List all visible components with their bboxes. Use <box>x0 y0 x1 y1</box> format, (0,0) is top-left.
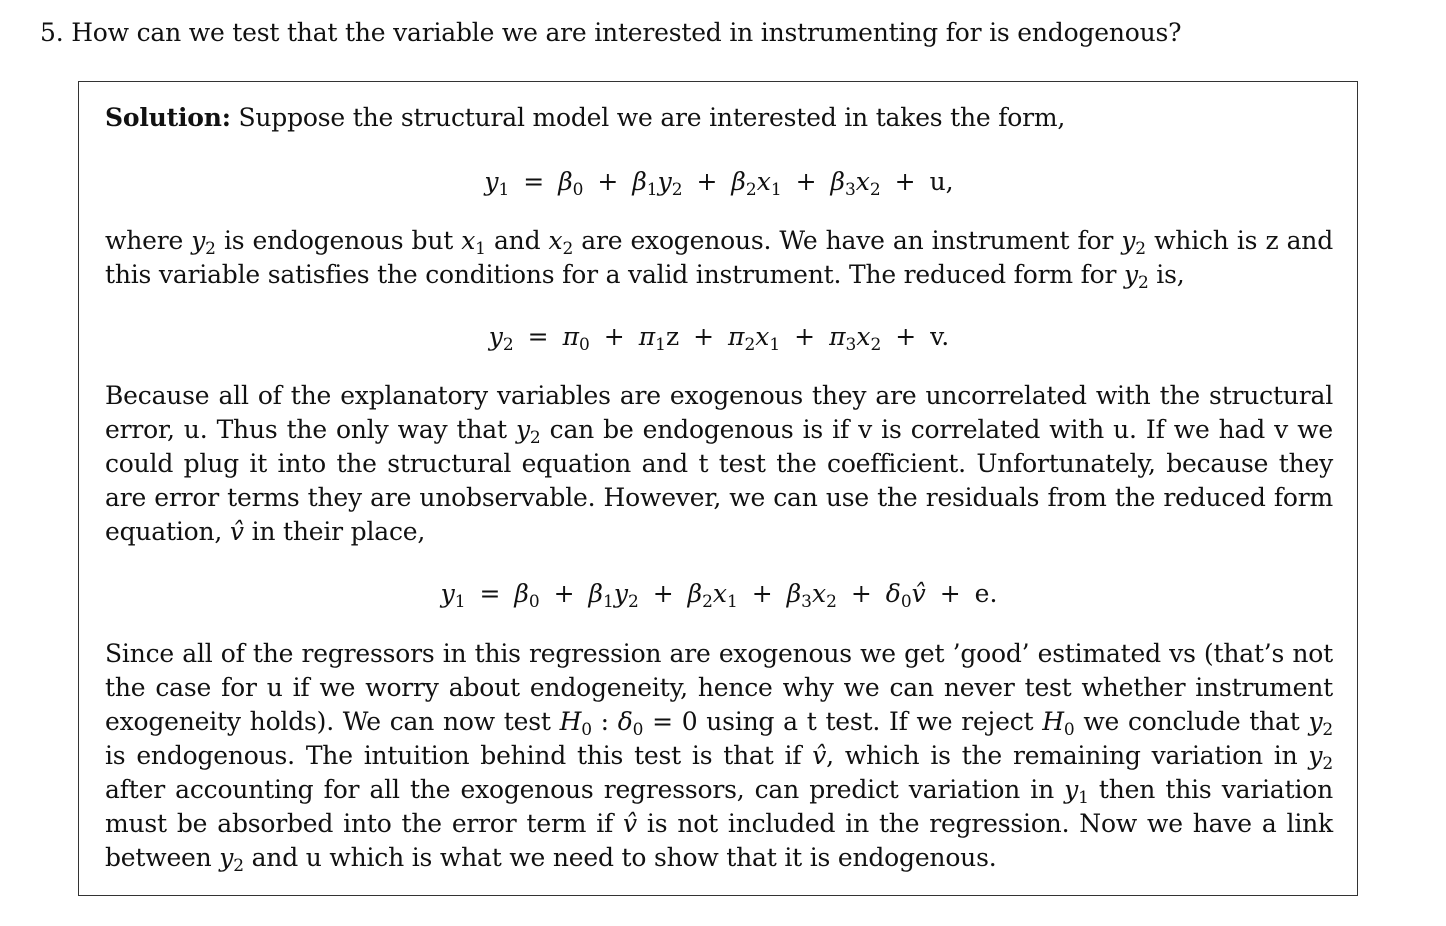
question-text <box>40 17 1181 49</box>
solution-label: Solution: <box>105 103 231 132</box>
equation-augmented: $y_1 = \beta_0 + \beta_1y_2 + \beta_2x_1 + \beta_3x_2$ + $\delta_0v̂ + e$. <box>440 579 998 612</box>
equation-structural: $y_1 = \beta_0 + \beta_1y_2 + \beta_2x_1 + \beta_3x_2 + u$, <box>484 167 954 200</box>
solution-box <box>78 81 1358 896</box>
paragraph-residuals: Because all of the explanatory variables are exogenous they are uncorrelated with the structural error, u. Thus the only way that $y_2$ can be endogenous is if v is correlated with u. If we had v we could plug it into the structural equation and t test the coefficient. Unfortunately, because they are error terms they are unobservable. However, we can use the residuals from the reduced form equation, v̂ in their place, <box>105 381 1334 546</box>
paragraph-reduced-form-intro: where $y_2$ is endogenous but $x_1$ and $x_2$ are exogenous. We have an instrument for $y_2$ which is z and this variable satisfies the conditions for a valid instrument. The reduced form for $y_2$ is, <box>105 226 1333 293</box>
paragraph-conclusion: Since all of the regressors in this regression are exogenous we get ’good’ estimated vs (that’s not the case for u if we worry about endogeneity, hence why we can never test whether instrument exogeneity holds). We can now test $H_0$ : $\delta_0 = 0$ using a t test. If we reject $H_0$ we conclude that $y_2$ is endogenous. The intuition behind this test is that if v̂, which is the remaining variation in $y_2$ after accounting for all the exogenous regressors, can predict variation in $y_1$ then this variation must be absorbed into the error term if v̂ is not included in the regression. Now we have a link between $y_2$ and u which is what we need to show that it is endogenous. <box>105 639 1333 876</box>
solution-intro <box>105 101 1333 135</box>
solution-intro-text: Suppose the structural model we are interested in takes the form, <box>238 103 1066 132</box>
question-text-value: 5. How can we test that the variable we are interested in instrumenting for is endogenous? <box>40 18 1182 47</box>
equation-reduced-form: $y_2 = \pi_0 + \pi_1z + \pi_2x_1 + \pi_3x_2 + v$. <box>488 322 950 355</box>
